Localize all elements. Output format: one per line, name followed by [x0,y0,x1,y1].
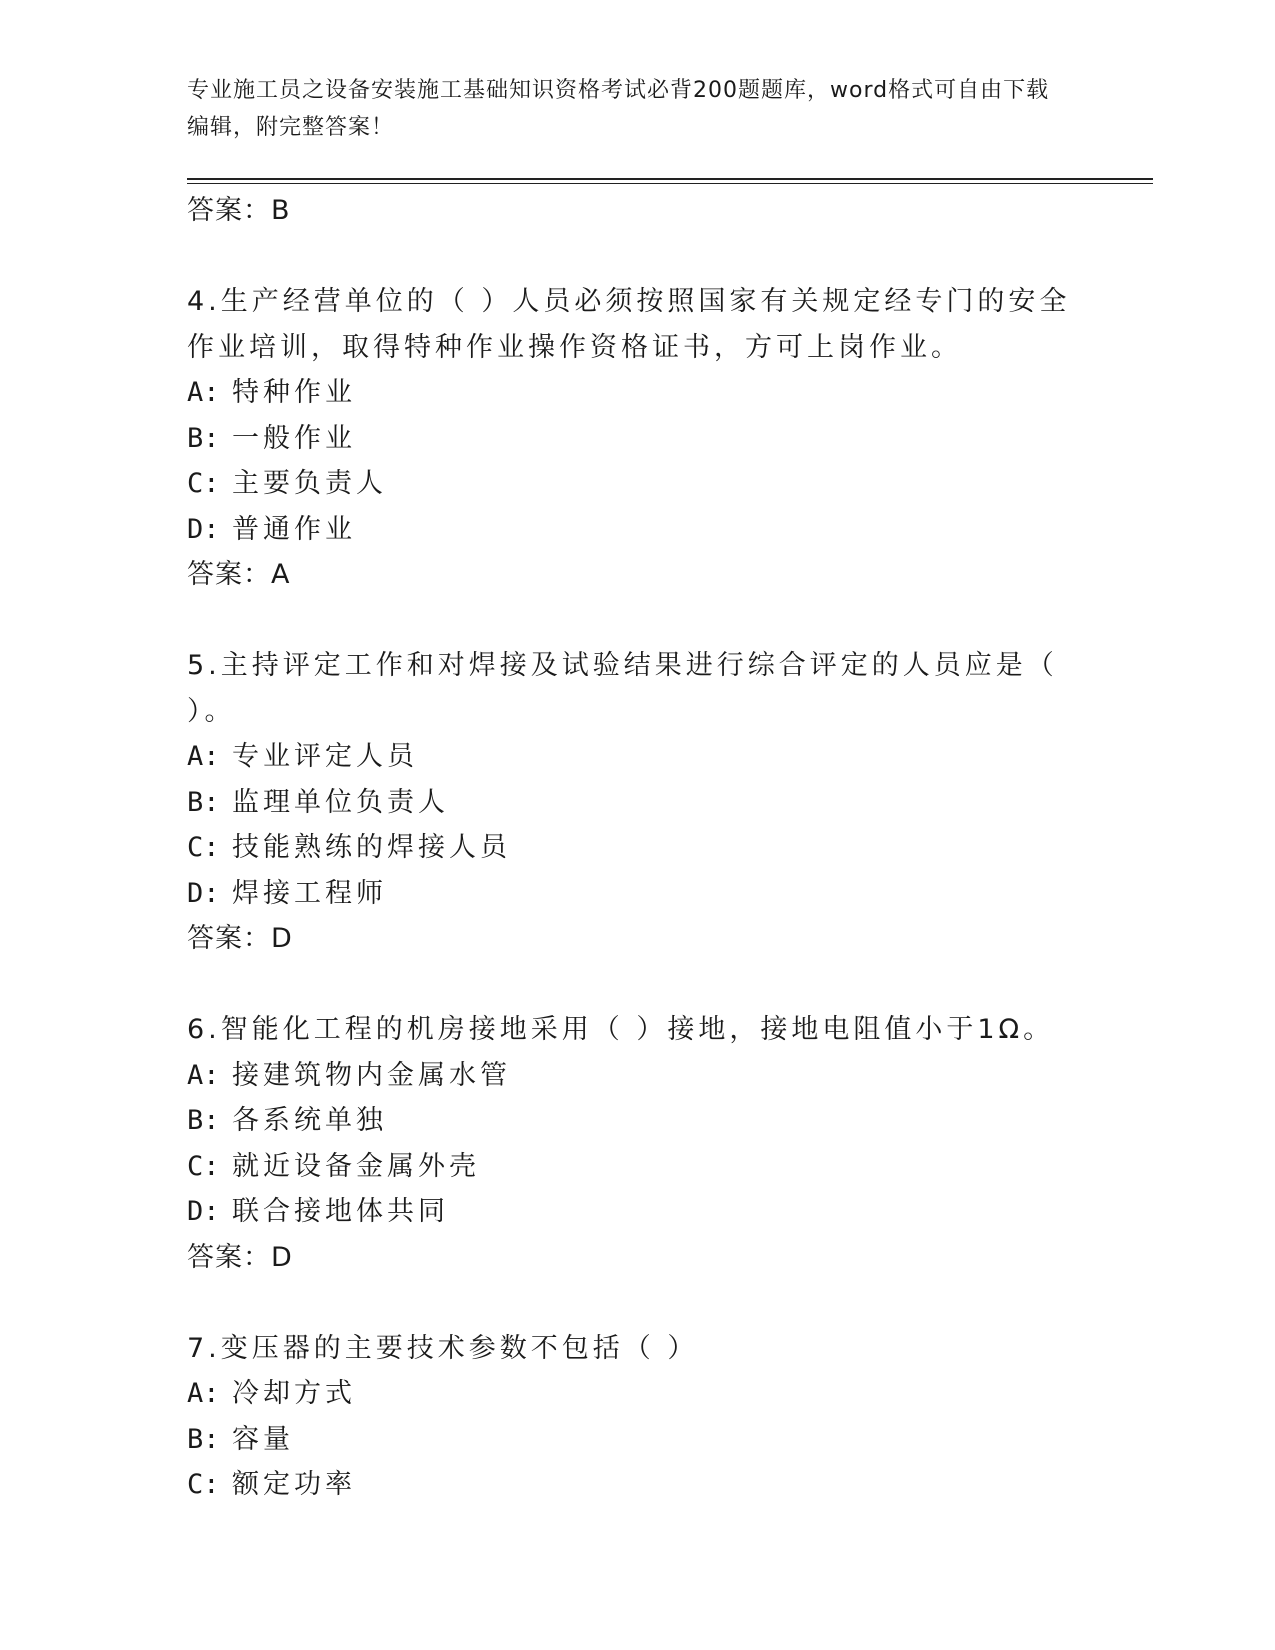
option-b [187,416,1087,462]
option-a [187,1371,1087,1417]
option-text: 技能熟练的焊接人员 [232,832,511,863]
option-letter: B: [187,1423,220,1455]
question-text: 4.生产经营单位的（ ）人员必须按照国家有关规定经专门的安全作业培训，取得特种作业操作资格证书，方可上岗作业。 [187,286,1071,363]
question-block [187,279,1087,597]
header-divider-thin [187,183,1153,184]
answer-line: 答案：B [187,195,291,226]
question-block [187,643,1087,961]
option-text: 额定功率 [232,1469,356,1500]
option-text: 监理单位负责人 [232,786,449,818]
option-letter: B: [187,422,220,454]
option-text: 普通作业 [232,513,356,545]
option-text: 联合接地体共同 [232,1196,449,1227]
document-header: 专业施工员之设备安装施工基础知识资格考试必背200题题库，word格式可自由下载编辑，附完整答案！ [187,78,1050,140]
option-letter: B: [187,1105,220,1136]
answer-line: 答案：D [187,923,293,954]
option-text: 特种作业 [232,377,356,408]
option-letter: C: [187,832,220,863]
option-letter: C: [187,1469,220,1500]
option-c [187,461,1087,507]
option-text: 接建筑物内金属水管 [232,1059,511,1091]
header-divider-thick [187,178,1153,180]
option-c [187,825,1087,871]
option-text: 一般作业 [232,422,356,454]
question-text: 6.智能化工程的机房接地采用（ ）接地，接地电阻值小于1Ω。 [187,1014,1055,1045]
option-b [187,1098,1087,1144]
option-c [187,1144,1087,1190]
option-letter: C: [187,468,220,499]
question-list [187,188,1087,1508]
option-letter: D: [187,513,220,545]
option-text: 主要负责人 [232,468,387,499]
option-d [187,507,1087,553]
option-letter: A: [187,377,220,408]
option-letter: C: [187,1150,220,1182]
option-letter: B: [187,786,220,818]
option-d [187,871,1087,917]
option-a [187,1053,1087,1099]
question-text: 7.变压器的主要技术参数不包括（ ） [187,1332,699,1364]
option-c [187,1462,1087,1508]
option-b [187,780,1087,826]
option-letter: A: [187,1378,220,1409]
option-letter: A: [187,1059,220,1091]
option-letter: A: [187,741,220,772]
question-block [187,1007,1087,1280]
option-letter: D: [187,1196,220,1227]
question-text: 5.主持评定工作和对焊接及试验结果进行综合评定的人员应是（ ）。 [187,650,1058,727]
option-a [187,370,1087,416]
option-text: 焊接工程师 [232,877,387,909]
option-b [187,1417,1087,1463]
option-text: 专业评定人员 [232,741,418,772]
option-d [187,1189,1087,1235]
option-text: 就近设备金属外壳 [232,1150,480,1182]
question-block [187,1326,1087,1508]
option-letter: D: [187,877,220,909]
option-text: 容量 [232,1423,294,1455]
option-a [187,734,1087,780]
option-text: 各系统单独 [232,1105,387,1136]
answer-line: 答案：D [187,1241,293,1273]
option-text: 冷却方式 [232,1378,356,1409]
answer-line: 答案：A [187,559,291,590]
